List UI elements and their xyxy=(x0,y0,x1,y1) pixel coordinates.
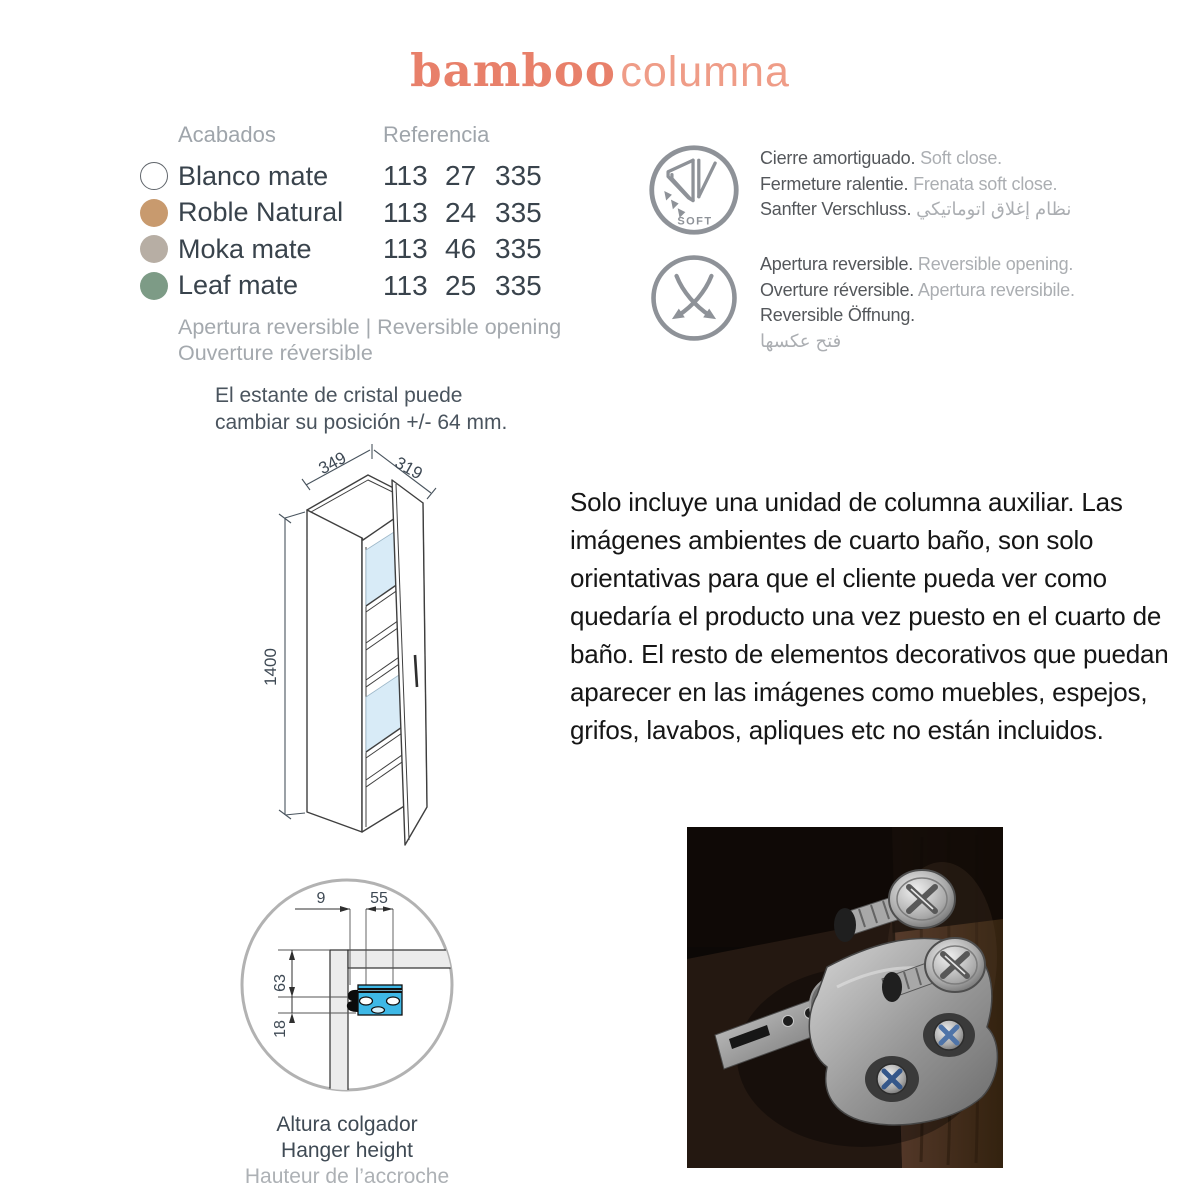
finishes-header-referencia: Referencia xyxy=(383,122,490,147)
finish-name: Roble Natural xyxy=(178,197,344,228)
finishes-table xyxy=(140,122,610,366)
finishes-header xyxy=(140,122,610,148)
swatch-moka-mate xyxy=(140,235,168,263)
soft-close-text: Cierre amortiguado. Soft close. Fermeture ralentie. Frenata soft close. Sanfter Verschluss. نظام إغلاق اتوماتيكي xyxy=(760,148,1072,219)
table-row xyxy=(140,195,610,232)
finish-name: Moka mate xyxy=(178,233,312,264)
table-row xyxy=(140,268,610,305)
dim-spacing-label: 55 xyxy=(370,890,388,907)
dim-depth-label: 349 xyxy=(315,448,350,479)
dim-offset-label: 9 xyxy=(316,890,326,907)
dim-width-label: 319 xyxy=(391,453,426,484)
finish-reference: 113 46 335 xyxy=(383,233,542,265)
reversible-opening-icon xyxy=(648,252,740,344)
dim-height-label: 1400 xyxy=(261,648,280,686)
product-description: Solo incluye una unidad de columna auxiliar. Las imágenes ambientes de cuarto baño, son solo orientativas para que el cliente pueda ver como quedaría el producto una vez puesto en el cuarto de baño. El resto de elementos decorativos que puedan aparecer en las imágenes como muebles, espejos, grifos, lavabos, apliques etc no están incluidos. xyxy=(570,487,1169,745)
soft-close-icon xyxy=(646,142,742,238)
hanger-detail-diagram xyxy=(237,863,457,1103)
finish-reference: 113 24 335 xyxy=(383,196,542,228)
table-row xyxy=(140,158,610,195)
swatch-blanco-mate xyxy=(140,162,168,190)
hanger-caption-en: Hanger height xyxy=(281,1139,413,1162)
swatch-roble-natural xyxy=(140,199,168,227)
finishes-header-acabados: Acabados xyxy=(178,122,276,147)
product-name: columna xyxy=(620,48,790,96)
brand-name: bamboo xyxy=(410,44,616,97)
table-row xyxy=(140,231,610,268)
hanger-caption-fr: Hauteur de l’accroche xyxy=(244,1165,450,1188)
hanger-bracket-photo xyxy=(687,827,1003,1168)
soft-icon-label: SOFT xyxy=(677,215,713,228)
dim-top-label: 63 xyxy=(272,974,289,992)
finish-reference: 113 25 335 xyxy=(383,269,542,301)
reversible-opening-text: Apertura reversible. Reversible opening. Overture réversible. Apertura reversibile. Reversible Öffnung. فتح عكسها xyxy=(760,254,1075,351)
cabinet-technical-drawing xyxy=(245,435,555,875)
hanger-caption-es: Altura colgador xyxy=(276,1113,418,1136)
finish-reference: 113 27 335 xyxy=(383,160,542,192)
hanger-caption xyxy=(227,1112,467,1190)
page-title xyxy=(0,44,1200,97)
reversible-note: Apertura reversible | Reversible opening Ouverture réversible xyxy=(178,315,562,365)
dim-bottom-label: 18 xyxy=(272,1020,289,1038)
glass-shelf-note: El estante de cristal puede cambiar su posición +/- 64 mm. xyxy=(215,384,508,434)
swatch-leaf-mate xyxy=(140,272,168,300)
finish-name: Blanco mate xyxy=(178,160,329,191)
finish-name: Leaf mate xyxy=(178,270,299,301)
